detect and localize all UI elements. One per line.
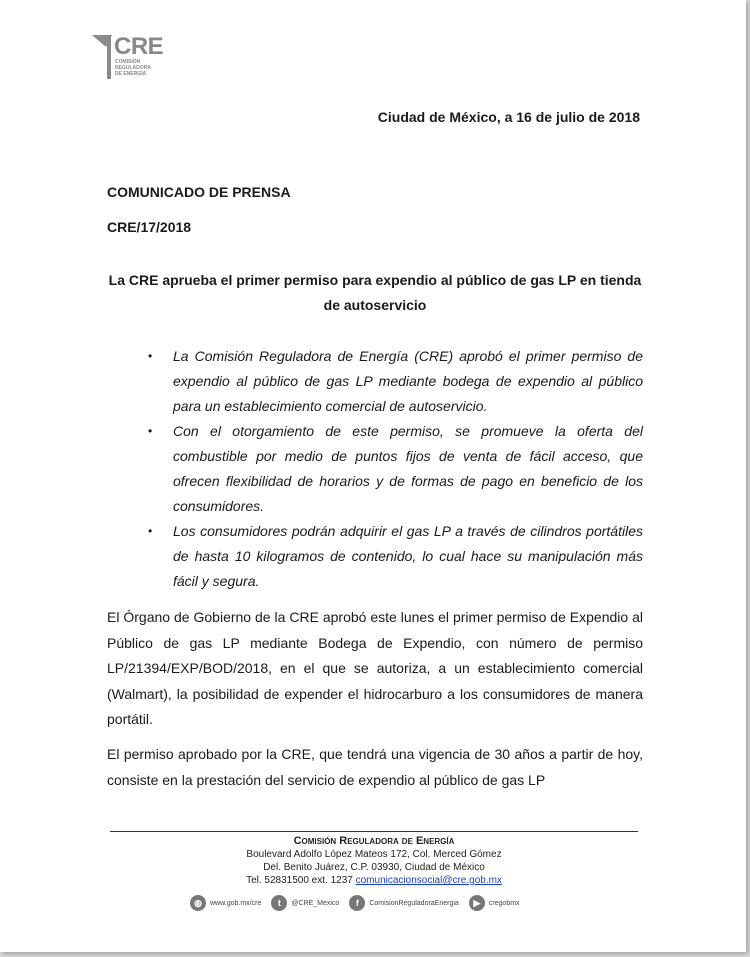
footer-email-link[interactable]: comunicacionsocial@cre.gob.mx — [355, 875, 502, 886]
cre-logo — [92, 33, 182, 93]
footer-phone: Tel. 52831500 ext. 1237 — [246, 875, 353, 886]
footer-address: Del. Benito Juárez, C.P. 03930, Ciudad de México — [263, 862, 485, 873]
document-type: COMUNICADO DE PRENSA — [107, 184, 291, 200]
social-links — [190, 893, 530, 913]
logo-subtitle: COMISIÓN REGULADORA DE ENERGÍA — [115, 59, 151, 77]
document-number: CRE/17/2018 — [107, 219, 192, 235]
twitter-icon: t — [271, 895, 287, 911]
list-item: • Los consumidores podrán adquirir el gas LP a través de cilindros portátiles de hasta 10 kilogramos de contenido, lo cual hace su manipulación más fácil y segura. — [145, 519, 643, 594]
bullet-icon: • — [148, 349, 153, 363]
document-date: Ciudad de México, a 16 de julio de 2018 — [377, 109, 640, 125]
footer-org: Comisión Reguladora de Energía — [293, 835, 455, 847]
footer-divider — [110, 831, 638, 832]
bullet-icon: • — [148, 424, 153, 438]
social-link-twitter[interactable]: @CRE_Mexico — [291, 899, 340, 907]
facebook-icon: f — [349, 895, 365, 911]
cre-emblem-icon — [92, 33, 116, 79]
logo-name: CRE — [114, 33, 164, 60]
social-link-web[interactable]: www.gob.mx/cre — [210, 899, 262, 907]
social-link-youtube[interactable]: cregobmx — [488, 899, 520, 907]
youtube-icon: ▶ — [469, 895, 485, 911]
headline: La CRE aprueba el primer permiso para expendio al público de gas LP en tienda de autoservicio — [108, 272, 642, 313]
bullet-icon: • — [148, 524, 153, 538]
bullet-list — [145, 344, 643, 594]
body-paragraph: El permiso aprobado por la CRE, que tendrá una vigencia de 30 años a partir de hoy, consiste en la prestación del servicio de expendio al público de gas LP — [107, 746, 643, 788]
footer-contact — [110, 874, 638, 887]
globe-icon: ◍ — [190, 895, 206, 911]
footer — [110, 835, 638, 887]
body-paragraph: El Órgano de Gobierno de la CRE aprobó este lunes el primer permiso de Expendio al Público de gas LP mediante Bodega de Expendio, con número de permiso LP/21394/EXP/BOD/2018, en el que se autoriza, a un establecimiento comercial (Walmart), la posibilidad de expender el hidrocarburo a los consumidores de manera portátil. — [107, 609, 643, 727]
social-link-facebook[interactable]: ComisionReguladoraEnergia — [369, 899, 459, 907]
footer-address: Boulevard Adolfo López Mateos 172, Col. Merced Gómez — [246, 849, 502, 860]
list-item: • Con el otorgamiento de este permiso, se promueve la oferta del combustible por medio de puntos fijos de venta de fácil acceso, que ofrecen flexibilidad de horarios y de formas de pago en beneficio de los consumidores. — [145, 419, 643, 519]
list-item: • La Comisión Reguladora de Energía (CRE) aprobó el primer permiso de expendio al público de gas LP mediante bodega de expendio al público para un establecimiento comercial de autoservicio. — [145, 344, 643, 419]
